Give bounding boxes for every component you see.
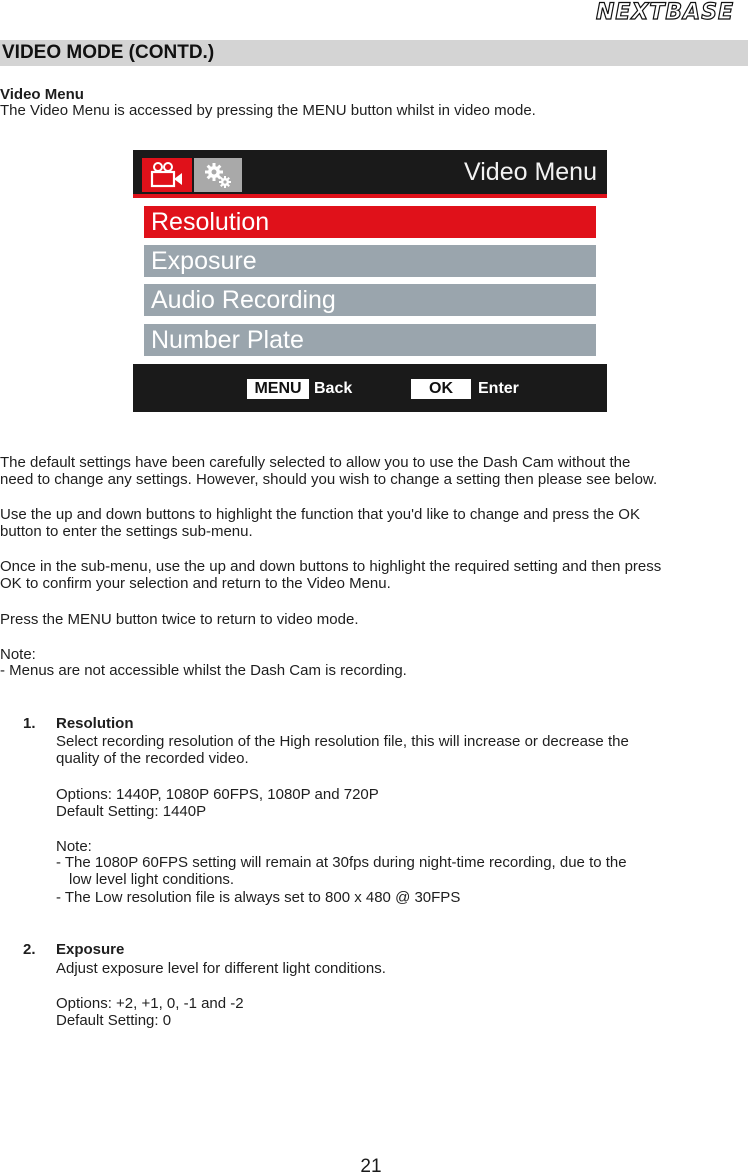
video-camera-icon: [142, 158, 192, 192]
item-1-desc-line-1: Select recording resolution of the High resolution file, this will increase or decrease the: [56, 733, 629, 750]
item-2-number: 2.: [23, 941, 36, 958]
item-1-default: Default Setting: 1440P: [56, 803, 207, 820]
enter-label: Enter: [478, 380, 519, 397]
paragraph-3-line-1: Once in the sub-menu, use the up and down buttons to highlight the required setting and then press: [0, 558, 662, 575]
item-2-desc: Adjust exposure level for different light conditions.: [56, 960, 386, 977]
video-menu-screen: [133, 150, 607, 412]
paragraph-2-line-2: button to enter the settings sub-menu.: [0, 523, 253, 540]
intro-heading: Video Menu: [0, 86, 84, 103]
video-tab[interactable]: [142, 158, 192, 192]
item-1-title: Resolution: [56, 715, 134, 732]
screen-footer: [133, 364, 607, 412]
menu-item-audio-recording[interactable]: Audio Recording: [144, 284, 596, 316]
page-number: 21: [360, 1156, 382, 1175]
ok-key[interactable]: OK: [411, 379, 471, 399]
item-1-desc-line-2: quality of the recorded video.: [56, 750, 249, 767]
item-1-options: Options: 1440P, 1080P 60FPS, 1080P and 720P: [56, 786, 379, 803]
note-label: Note:: [0, 646, 36, 663]
settings-tab[interactable]: [194, 158, 242, 192]
item-1-note-1-line-2: low level light conditions.: [69, 871, 235, 888]
item-2-options: Options: +2, +1, 0, -1 and -2: [56, 995, 244, 1012]
menu-item-exposure[interactable]: Exposure: [144, 245, 596, 277]
paragraph-4: Press the MENU button twice to return to video mode.: [0, 611, 359, 628]
item-1-note-2: - The Low resolution file is always set to 800 x 480 @ 30FPS: [56, 889, 461, 906]
paragraph-3-line-2: OK to confirm your selection and return to the Video Menu.: [0, 575, 391, 592]
paragraph-1-line-2: need to change any settings. However, should you wish to change a setting then please see below.: [0, 471, 658, 488]
nextbase-logo: [596, 0, 746, 26]
note-text: - Menus are not accessible whilst the Dash Cam is recording.: [0, 662, 407, 679]
item-2-default: Default Setting: 0: [56, 1012, 172, 1029]
menu-list: [133, 198, 607, 364]
paragraph-1-line-1: The default settings have been carefully selected to allow you to use the Dash Cam without the: [0, 454, 631, 471]
back-label: Back: [314, 380, 353, 397]
item-2-title: Exposure: [56, 941, 125, 958]
section-title: VIDEO MODE (CONTD.): [0, 40, 748, 66]
menu-item-number-plate[interactable]: Number Plate: [144, 324, 596, 356]
menu-item-resolution[interactable]: Resolution: [144, 206, 596, 238]
screen-header: [133, 150, 607, 194]
screen-title: Video Menu: [464, 158, 597, 186]
logo-text: NEXTBASE: [596, 0, 735, 25]
item-1-number: 1.: [23, 715, 36, 732]
menu-key[interactable]: MENU: [247, 379, 309, 399]
paragraph-2-line-1: Use the up and down buttons to highlight the function that you'd like to change and press the OK: [0, 506, 640, 523]
item-1-note-label: Note:: [56, 838, 92, 855]
intro-text: The Video Menu is accessed by pressing the MENU button whilst in video mode.: [0, 102, 536, 119]
item-1-note-1-line-1: - The 1080P 60FPS setting will remain at 30fps during night-time recording, due to the: [56, 854, 627, 871]
gears-icon: [194, 158, 242, 192]
